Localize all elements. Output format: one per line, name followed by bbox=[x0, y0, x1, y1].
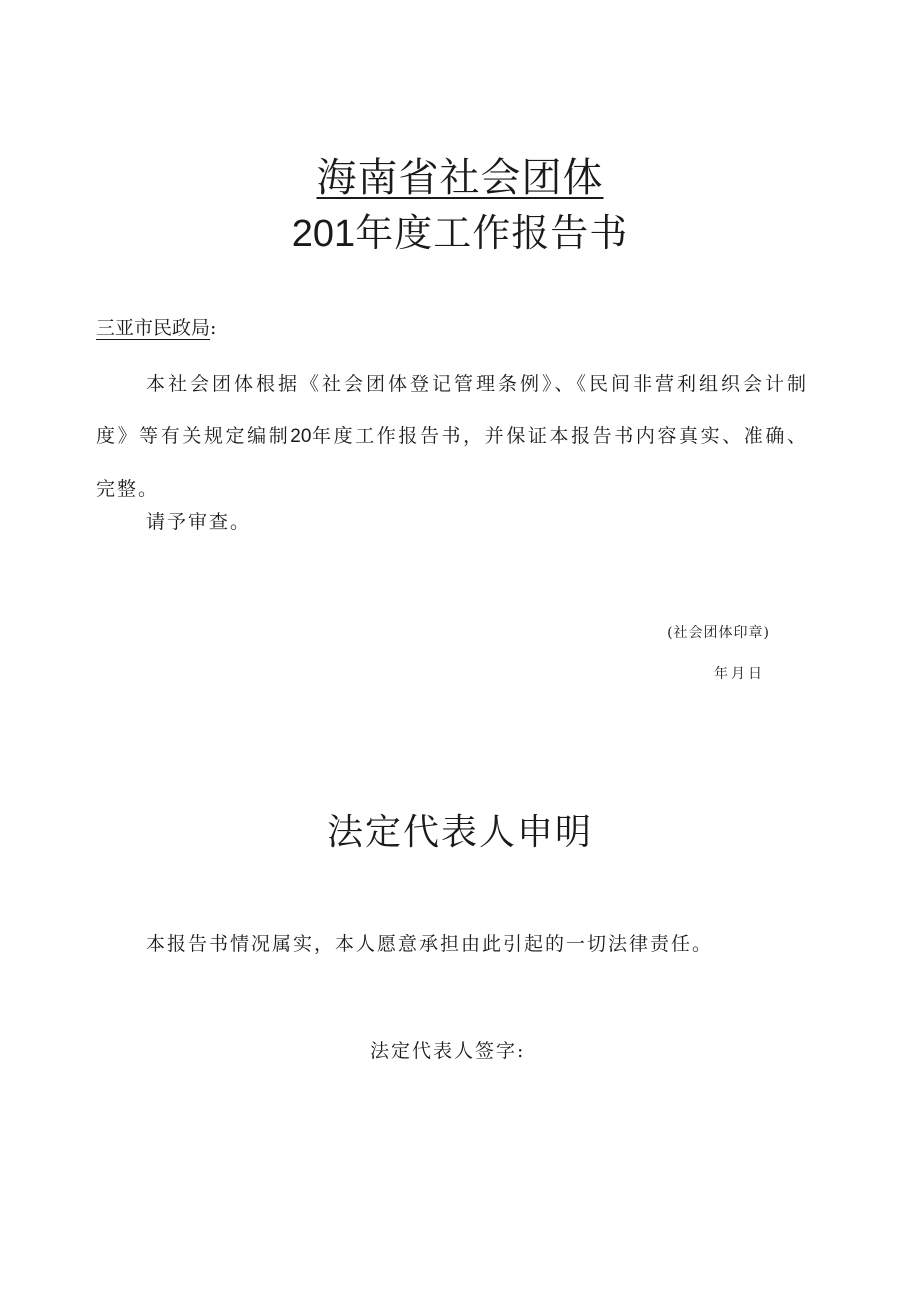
declaration-statement: 本报告书情况属实，本人愿意承担由此引起的一切法律责任。 bbox=[146, 933, 714, 955]
declaration-title: 法定代表人申明 bbox=[326, 812, 593, 853]
seal-placeholder: (社会团体印章) bbox=[667, 625, 770, 641]
report-title-text: 年度工作报告书 bbox=[355, 211, 629, 255]
addressee-name: 三亚市民政局 bbox=[96, 317, 211, 339]
letter-body-part1: 本社会团体根据《社会团体登记管理条例》、《民间非营利组织会计制度》等有关规定编制 bbox=[96, 373, 808, 447]
signature-label: 法定代表人签字: bbox=[370, 1040, 526, 1062]
review-request: 请予审查。 bbox=[146, 511, 252, 533]
report-title-line1 bbox=[0, 150, 920, 206]
letter-body-year: 20 bbox=[290, 426, 312, 447]
report-title-year: 201 bbox=[291, 213, 356, 255]
report-title-organization: 海南省社会团体 bbox=[316, 155, 604, 201]
report-title-line2 bbox=[0, 206, 920, 261]
addressee-colon: : bbox=[210, 317, 217, 339]
letter-body-part2: 年度工作报告书，并保证本报告书内容真实、准确、完整。 bbox=[96, 425, 808, 500]
letter-body-paragraph bbox=[96, 358, 808, 515]
addressee-line bbox=[96, 314, 216, 342]
date-placeholder: 年月日 bbox=[714, 666, 765, 682]
